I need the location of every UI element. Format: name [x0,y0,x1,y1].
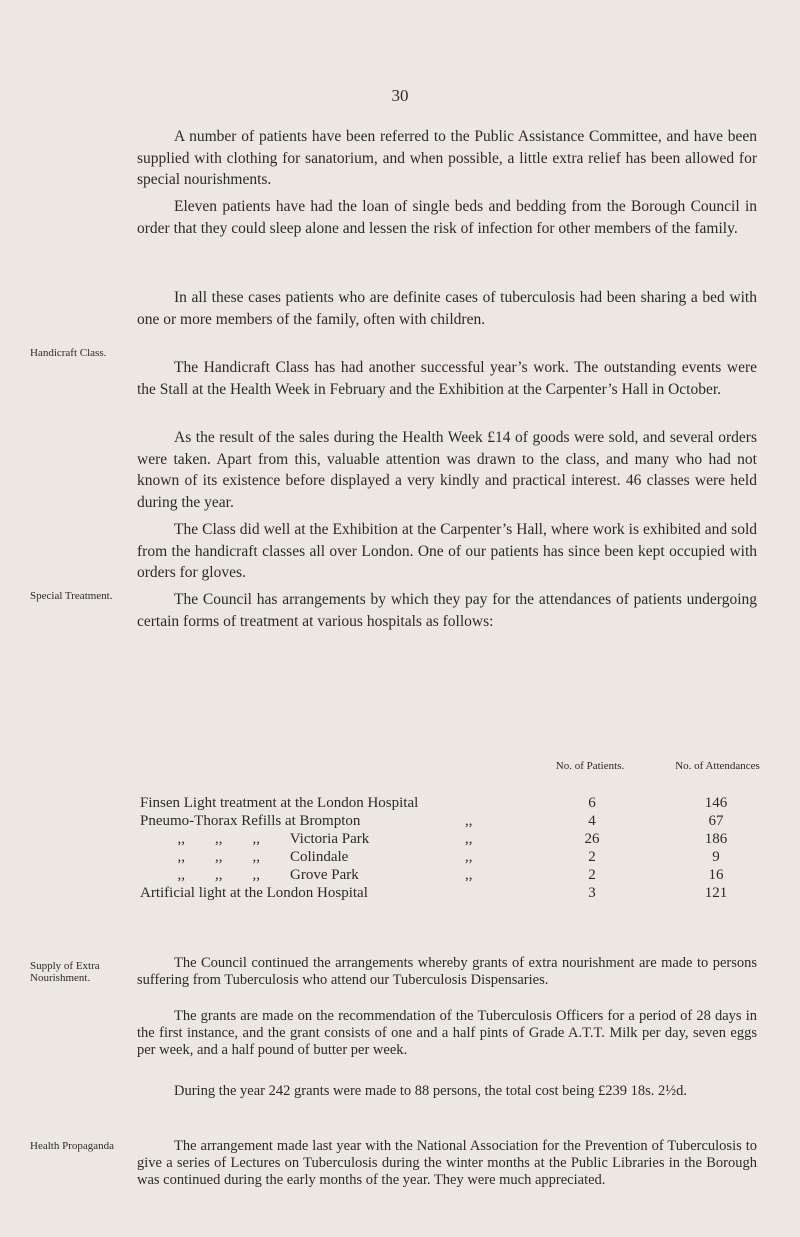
row-label: ,, ,, ,, Colindale [140,849,349,865]
row-patients: 6 [588,795,596,811]
page-number: 30 [391,86,409,105]
header-attendances: No. of Attendances [675,760,760,772]
row-attendances: 67 [708,813,724,829]
table-row [140,794,760,812]
row-patients: 2 [588,849,596,865]
paragraph-carpenters-hall: The Class did well at the Exhibition at the Carpenter’s Hall, where work is exhibited and sold from the handicraft classes all over London. One of our patients has since been kept occupied with orders for gloves. [137,521,757,581]
row-label: Pneumo-Thorax Refills at Brompton [140,813,361,829]
margin-note-special-treatment: Special Treatment. [30,590,113,602]
row-ditto: ,, [465,813,473,829]
row-patients: 2 [588,867,596,883]
table-row [140,866,760,884]
paragraph-health-week-sales: As the result of the sales during the Health Week £14 of goods were sold, and several orders were taken. Apart from this, valuable attention was drawn to the class, and many who had not known of its existence before displayed a very kindly and practical interest. 46 classes were held during the year. [137,429,757,511]
paragraph-public-assistance: A number of patients have been referred to the Public Assistance Committee, and have been supplied with clothing for sanatorium, and when possible, a little extra relief has been allowed for special nourishments. [137,128,757,188]
row-attendances: 186 [704,831,728,847]
paragraph-health-propaganda: The arrangement made last year with the National Association for the Prevention of Tuberculosis to give a series of Lectures on Tuberculosis during the winter months at the Public Libraries in the Borough was continued during the early months of the year. They were much appreciated. [137,1138,757,1188]
row-patients: 4 [588,813,596,829]
row-attendances: 146 [704,795,728,811]
row-label: ,, ,, ,, Victoria Park [140,831,370,847]
header-patients: No. of Patients. [555,760,625,772]
row-ditto: ,, [465,831,473,847]
table-row [140,830,760,848]
row-label: Artificial light at the London Hospital [140,885,368,901]
paragraph-extra-nourishment: The Council continued the arrangements whereby grants of extra nourishment are made to persons suffering from Tuberculosis who attend our Tuberculosis Dispensaries. [137,955,757,988]
margin-note-health-propaganda: Health Propaganda [30,1140,114,1152]
table-row [140,848,760,866]
paragraph-special-treatment: The Council has arrangements by which they pay for the attendances of patients undergoing certain forms of treatment at various hospitals as follows: [137,591,757,630]
paragraph-grants-total: During the year 242 grants were made to 88 persons, the total cost being £239 18s. 2½d. [174,1083,688,1099]
paragraph-sharing-bed: In all these cases patients who are definite cases of tuberculosis had been sharing a bed with one or more members of the family, often with children. [137,289,757,328]
table-header [140,760,760,794]
row-ditto: ,, [465,849,473,865]
margin-note-handicraft: Handicraft Class. [30,347,107,359]
row-attendances: 9 [712,849,720,865]
row-label: Finsen Light treatment at the London Hospital [140,795,419,811]
paragraph-loan-of-beds: Eleven patients have had the loan of single beds and bedding from the Borough Council in order that they could sleep alone and lessen the risk of infection for other members of the family. [137,198,757,237]
paragraph-handicraft-class: The Handicraft Class has had another successful year’s work. The outstanding events were the Stall at the Health Week in February and the Exhibition at the Carpenter’s Hall in October. [137,359,757,398]
row-patients: 26 [584,831,600,847]
row-label: ,, ,, ,, Grove Park [140,867,359,883]
row-attendances: 16 [708,867,724,883]
row-attendances: 121 [704,885,728,901]
margin-note-supply-nourishment: Supply of Extra Nourishment. [30,960,100,984]
row-patients: 3 [588,885,596,901]
treatment-table [140,760,760,902]
table-row [140,812,760,830]
row-ditto: ,, [465,867,473,883]
table-row [140,884,760,902]
paragraph-grants-recommendation: The grants are made on the recommendation of the Tuberculosis Officers for a period of 28 days in the first instance, and the grant consists of one and a half pints of Grade A.T.T. Milk per day, seven eggs per week, and a half pound of butter per week. [137,1008,757,1058]
